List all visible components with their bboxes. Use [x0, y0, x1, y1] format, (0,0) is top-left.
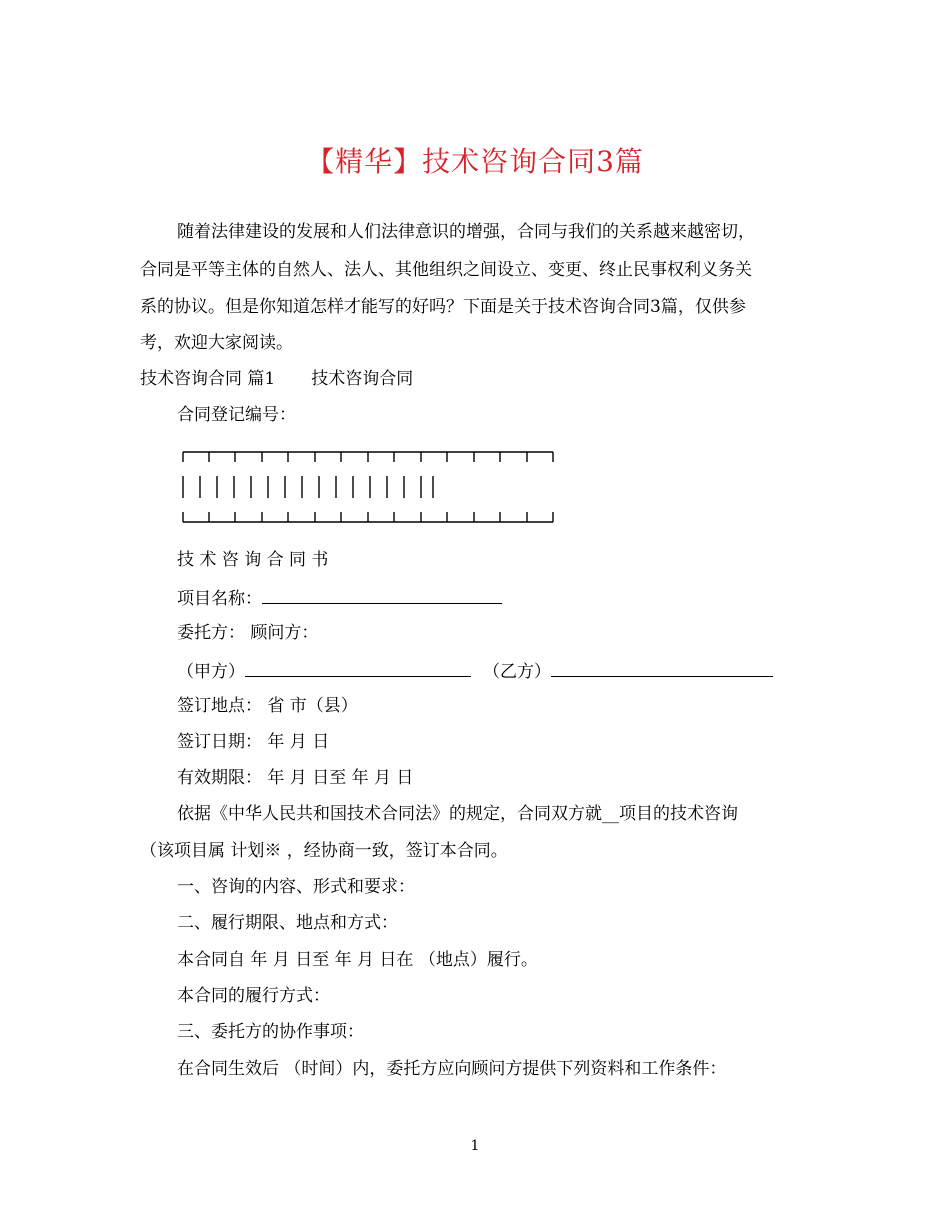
- registration-number-grid: [182, 450, 554, 524]
- project-name-row: [177, 587, 502, 609]
- validity-period: 有效期限： 年 月 日至 年 月 日: [177, 768, 414, 788]
- project-name-blank: [262, 587, 502, 604]
- cooperation-line: 在合同生效后 （时间）内，委托方应向顾问方提供下列资料和工作条件：: [177, 1059, 727, 1079]
- section-1-heading: 一、咨询的内容、形式和要求：: [177, 877, 415, 897]
- page-number: 1: [470, 1138, 480, 1154]
- parties-row: [177, 660, 773, 682]
- party-a-label: （甲方）: [177, 662, 245, 682]
- method-line: 本合同的履行方式：: [177, 986, 330, 1006]
- basis-line-2: （该项目属 计划※ ，经协商一致，签订本合同。: [140, 841, 508, 861]
- section-heading: [140, 369, 413, 389]
- party-b-blank: [551, 660, 773, 677]
- contract-book-heading: 技 术 咨 询 合 同 书: [177, 550, 329, 570]
- project-name-label: 项目名称：: [177, 589, 262, 609]
- party-a-blank: [245, 660, 471, 677]
- intro-line-4: 考，欢迎大家阅读。: [140, 333, 293, 353]
- heading-name: 技术咨询合同: [311, 369, 414, 389]
- intro-line-1: 随着法律建设的发展和人们法律意识的增强，合同与我们的关系越来越密切，: [177, 222, 755, 242]
- sign-place: 签订地点： 省 市（县）: [177, 696, 358, 716]
- intro-line-2: 合同是平等主体的自然人、法人、其他组织之间设立、变更、终止民事权利义务关: [140, 260, 752, 280]
- section-3-heading: 三、委托方的协作事项：: [177, 1022, 364, 1042]
- parties-label: 委托方： 顾问方：: [177, 623, 319, 643]
- section-2-heading: 二、履行期限、地点和方式：: [177, 913, 398, 933]
- party-b-label: （乙方）: [483, 662, 551, 682]
- document-title: 【精华】技术咨询合同3篇: [306, 145, 644, 178]
- heading-part: 技术咨询合同 篇1: [140, 369, 276, 389]
- intro-line-3: 系的协议。但是你知道怎样才能写的好吗？下面是关于技术咨询合同3篇，仅供参: [140, 297, 746, 317]
- sign-date: 签订日期： 年 月 日: [177, 732, 330, 752]
- registration-label: 合同登记编号：: [177, 405, 296, 425]
- term-line: 本合同自 年 月 日至 年 月 日在 （地点）履行。: [177, 950, 538, 970]
- basis-line-1: 依据《中华人民共和国技术合同法》的规定，合同双方就__项目的技术咨询: [177, 804, 738, 824]
